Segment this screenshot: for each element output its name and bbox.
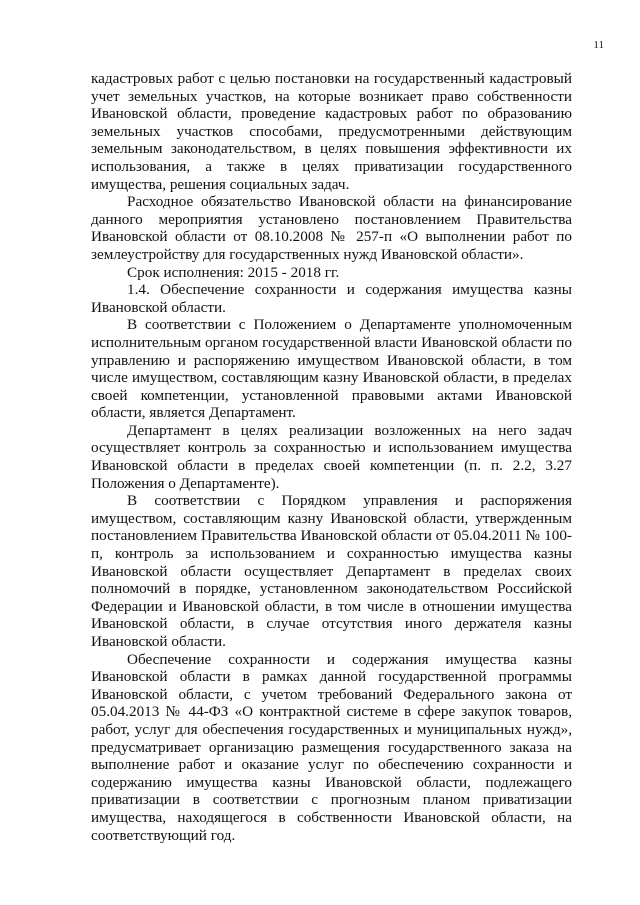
section-heading-1-4: 1.4. Обеспечение сохранности и содержания имущества казны Ивановской области. (91, 281, 572, 316)
paragraph-deadline: Срок исполнения: 2015 - 2018 гг. (127, 263, 340, 281)
paragraph-department-control: Департамент в целях реализации возложенных на него задач осуществляет контроль за сохранностью и использованием имущества Ивановской области в пределах своей компетенции (п. п. 2.2, 3.27 Положения о Департаменте). (91, 421, 572, 492)
page-number: 11 (593, 39, 604, 51)
paragraph-cadastral-works: кадастровых работ с целью постановки на государственный кадастровый учет земельных участков, на которые возникает право собственности Ивановской области, проведение кадастровых работ по образованию земельных участков способами, предусмотренными действующим земельным законодательством, в целях повышения эффективности их использования, а также в целях приватизации государственного имущества, решения социальных задач. (91, 70, 572, 193)
paragraph-department-regulation: В соответствии с Положением о Департаменте уполномоченным исполнительным органом государственной власти Ивановской области по управлению и распоряжению имуществом Ивановской области, в том числе имуществом, составляющим казну Ивановской области, в пределах своей компетенции, установленной правовыми актами Ивановской области, является Департамент. (91, 316, 572, 422)
paragraph-financing-obligation: Расходное обязательство Ивановской области на финансирование данного мероприятия установлено постановлением Правительства Ивановской области от 08.10.2008 № 257-п «О выполнении работ по землеустройству для государственных нужд Ивановской области». (91, 193, 572, 263)
paragraph-treasury-procedure: В соответствии с Порядком управления и распоряжения имуществом, составляющим казну Ивановской области, утвержденным постановлением Правительства Ивановской области от 05.04.2011 № 100-п, контроль за использованием и сохранностью имущества казны Ивановской области осуществляет Департамент в пределах своих полномочий в порядке, установленном законодательством Российской Федерации и Ивановской области, в том числе в отношении имущества Ивановской области, в случае отсутствия иного держателя казны Ивановской области. (91, 492, 572, 650)
paragraph-treasury-maintenance: Обеспечение сохранности и содержания имущества казны Ивановской области в рамках данной государственной программы Ивановской области, с учетом требований Федерального закона от 05.04.2013 № 44-ФЗ «О контрактной системе в сфере закупок товаров, работ, услуг для обеспечения государственных и муниципальных нужд», предусматривает организацию размещения государственного заказа на выполнение работ и оказание услуг по обеспечению сохранности и содержанию имущества казны Ивановской области, подлежащего приватизации в соответствии с прогнозным планом приватизации имущества, находящегося в собственности Ивановской области, на соответствующий год. (91, 650, 572, 844)
document-body (91, 70, 572, 844)
